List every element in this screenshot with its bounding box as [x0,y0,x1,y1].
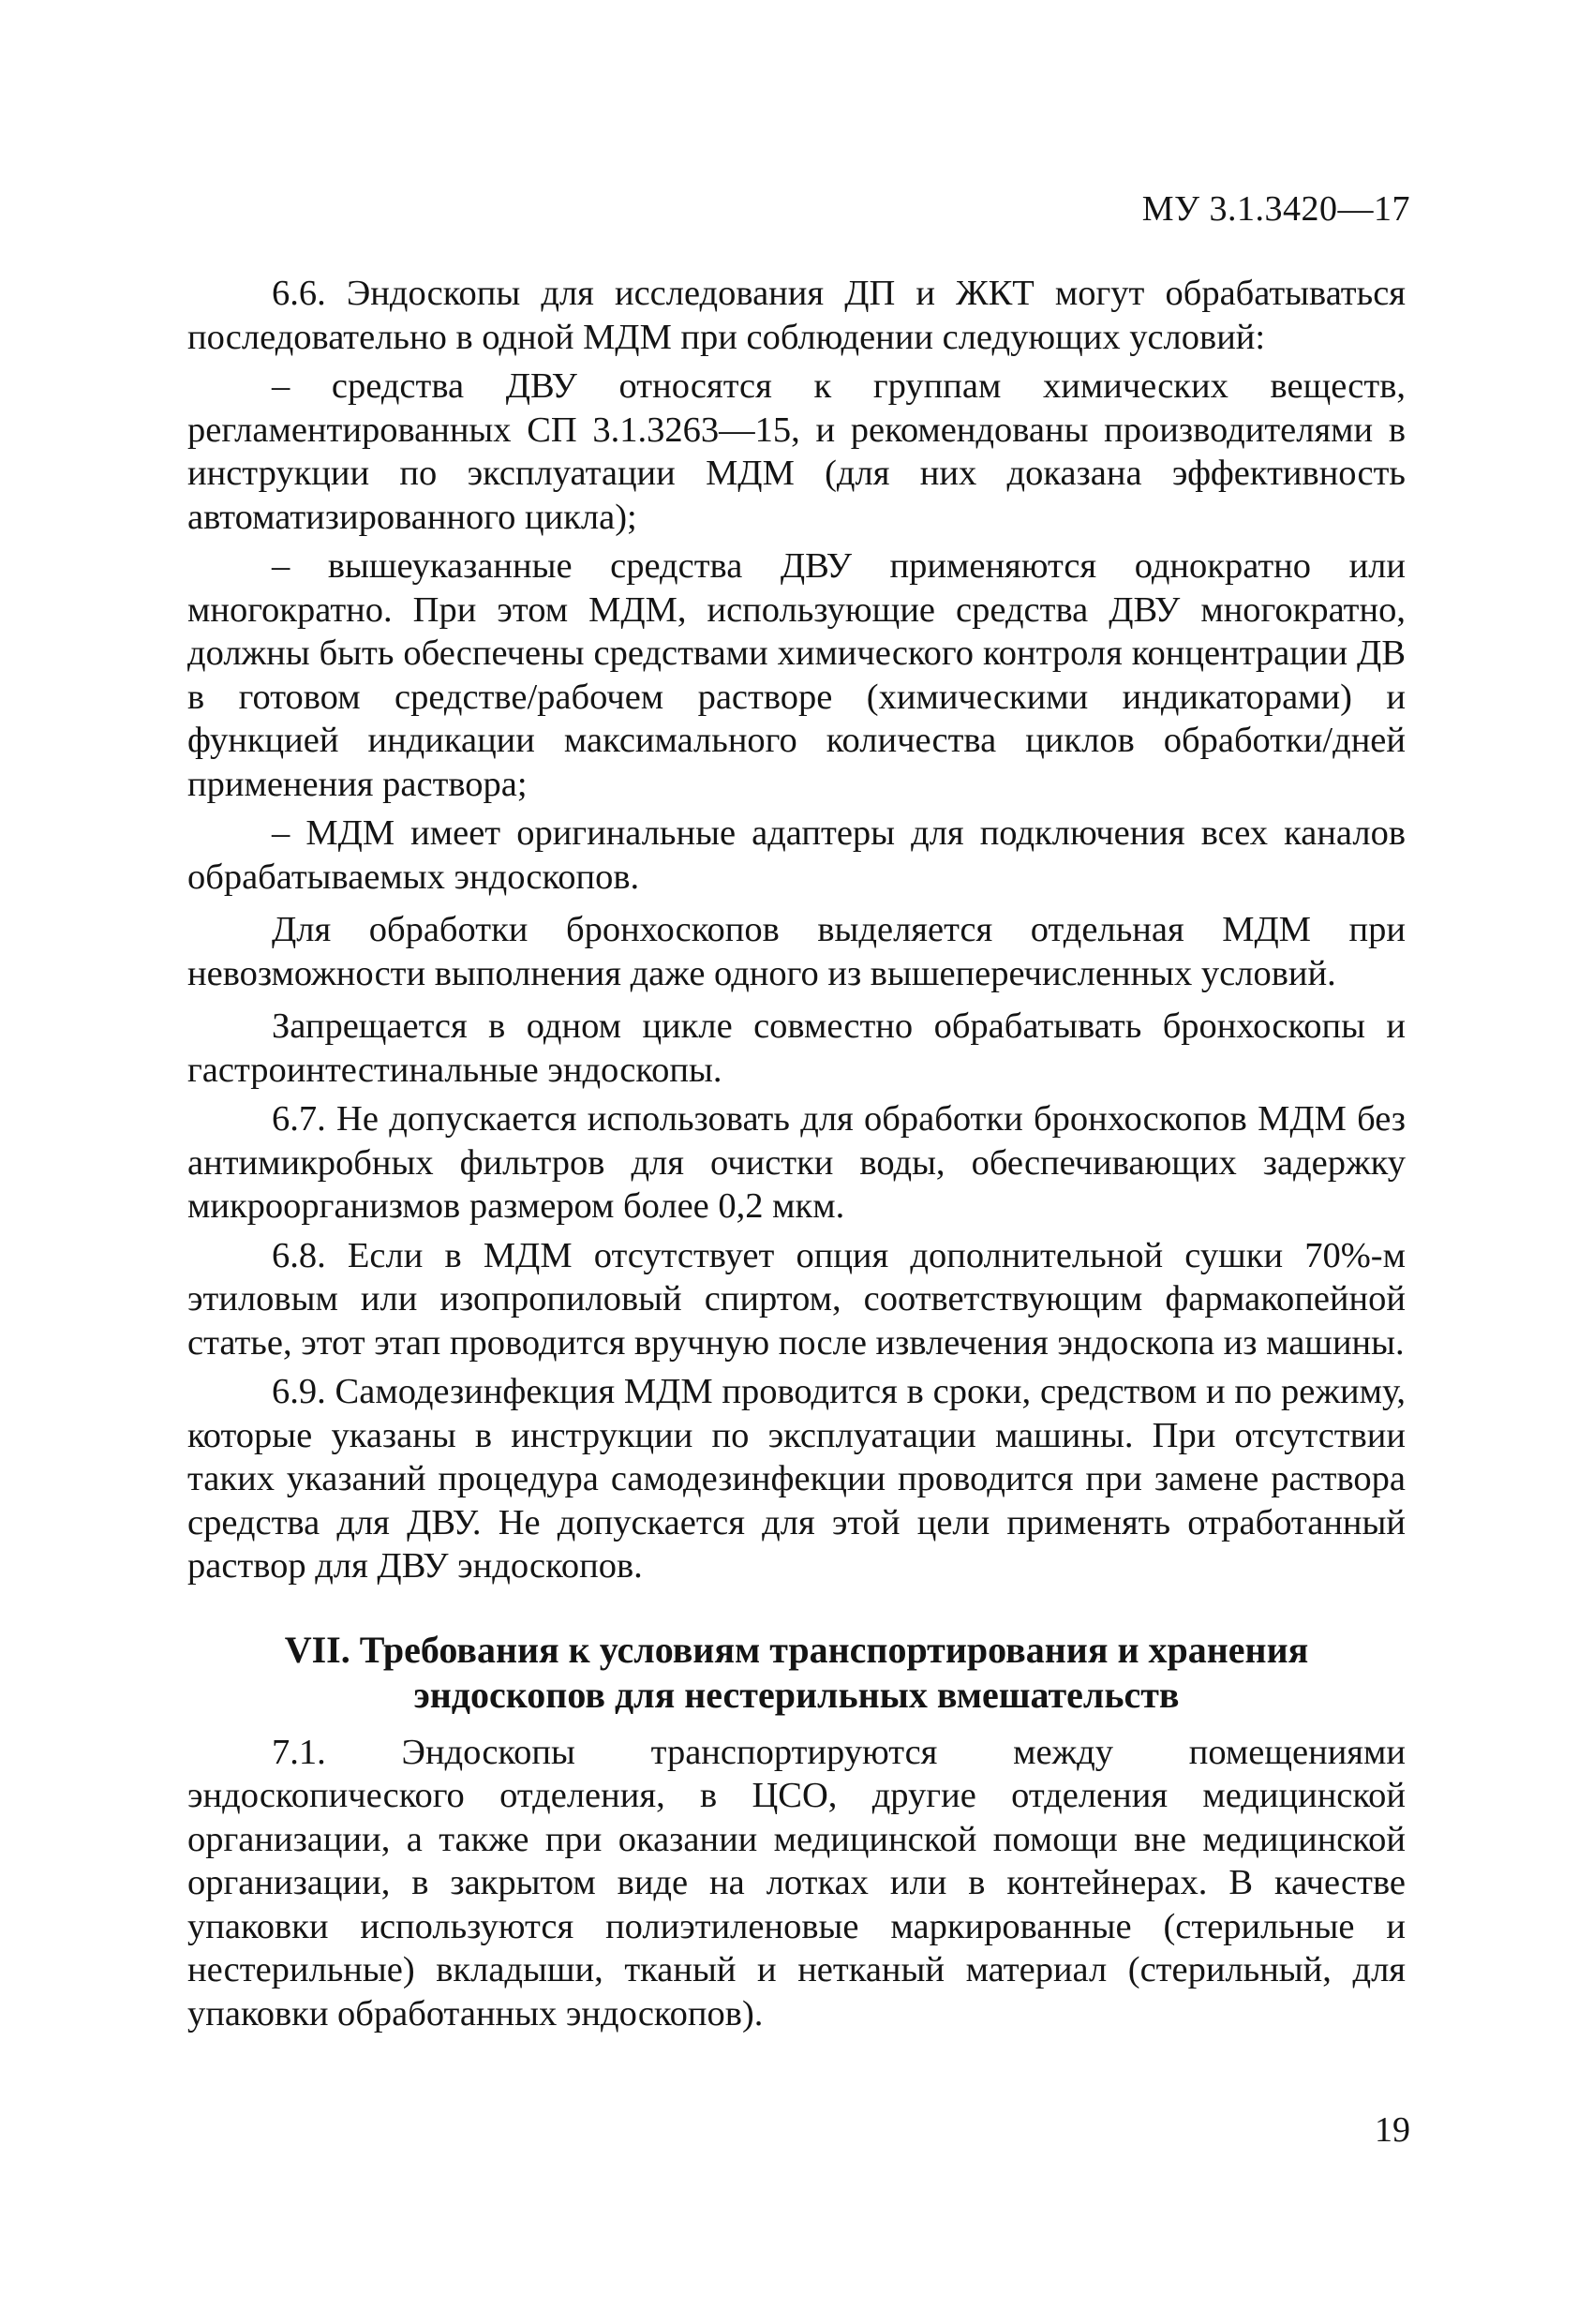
paragraph-6-8: 6.8. Если в МДМ отсутствует опция дополнительной сушки 70%-м этиловым или изопропиловый спиртом, соответствующим фармакопейной статье, этот этап проводится вручную после извлечения эндоскопа из машины. [187,1235,1406,1363]
paragraph-bronchoscope-separate: Для обработки бронхоскопов выделяется отдельная МДМ при невозможности выполнения даже одного из вышеперечисленных условий. [187,910,1406,993]
list-item-condition-3: – МДМ имеет оригинальные адаптеры для подключения всех каналов обрабатываемых эндоскопов. [187,813,1406,897]
section-heading-line-1: VII. Требования к условиям транспортирования и хранения [284,1628,1309,1671]
paragraph-6-7: 6.7. Не допускается использовать для обработки бронхоскопов МДМ без антимикробных фильтров для очистки воды, обеспечивающих задержку микроорганизмов размером более 0,2 мкм. [187,1099,1406,1226]
list-item-condition-2: – вышеуказанные средства ДВУ применяются однократно или многократно. При этом МДМ, использующие средства ДВУ многократно, должны быть обеспечены средствами химического контроля концентрации ДВ в готовом средстве/рабочем растворе (химическими индикаторами) и функцией индикации максимального количества циклов обработки/дней применения раствора; [187,546,1406,804]
page-number: 19 [1375,2110,1410,2150]
paragraph-6-6: 6.6. Эндоскопы для исследования ДП и ЖКТ могут обрабатываться последовательно в одной МДМ при соблюдении следующих условий: [187,274,1406,357]
paragraph-7-1: 7.1. Эндоскопы транспортируются между помещениями эндоскопического отделения, в ЦСО, другие отделения медицинской организации, а также при оказании медицинской помощи вне медицинской организации, в закрытом виде на лотках или в контейнерах. В качестве упаковки используются полиэтиленовые маркированные (стерильные и нестерильные) вкладыши, тканый и нетканый материал (стерильный, для упаковки обработанных эндоскопов). [187,1732,1406,2034]
document-code-header: МУ 3.1.3420—17 [1141,189,1410,229]
section-heading-line-2: эндоскопов для нестерильных вмешательств [413,1673,1180,1716]
document-body [187,272,1406,2041]
paragraph-prohibition: Запрещается в одном цикле совместно обрабатывать бронхоскопы и гастроинтестинальные эндоскопы. [187,1006,1406,1090]
section-heading-vii [187,1628,1406,1718]
paragraph-6-9: 6.9. Самодезинфекция МДМ проводится в сроки, средством и по режиму, которые указаны в инструкции по эксплуатации машины. При отсутствии таких указаний процедура самодезинфекции проводится при замене раствора средства для ДВУ. Не допускается для этой цели применять отработанный раствор для ДВУ эндоскопов. [187,1372,1406,1586]
list-item-condition-1: – средства ДВУ относятся к группам химических веществ, регламентированных СП 3.1.3263—15, и рекомендованы производителями в инструкции по эксплуатации МДМ (для них доказана эффективность автоматизированного цикла); [187,366,1406,537]
